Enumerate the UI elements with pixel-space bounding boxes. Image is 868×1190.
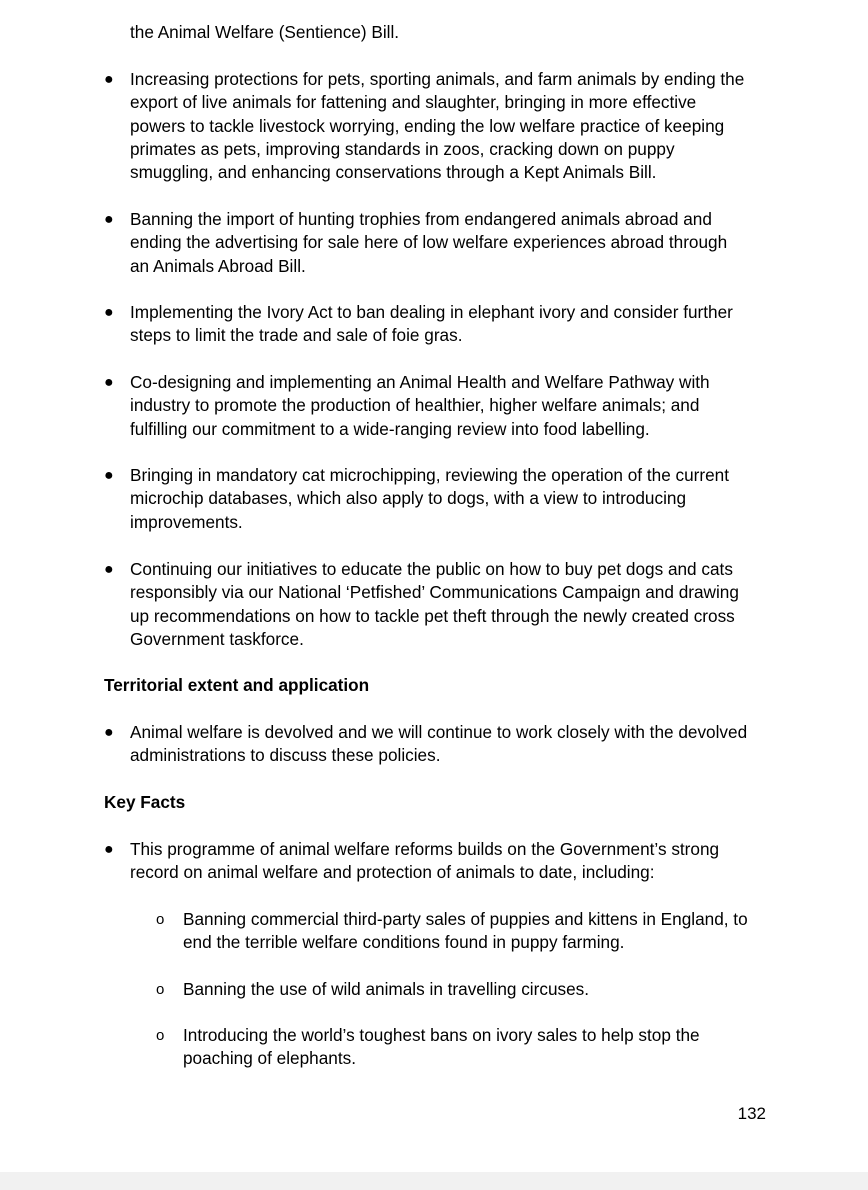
bullet-text-microchipping: Bringing in mandatory cat microchipping, reviewing the operation of the current microchip databases, which also apply to dogs, with a view to introducing improvements.	[130, 465, 730, 532]
bullet-marker: ●	[104, 561, 114, 578]
bullet-marker: ●	[104, 211, 114, 228]
bullet-marker: ●	[104, 304, 114, 321]
page-bottom-edge	[0, 1172, 868, 1190]
bullet-text-hunting-trophies: Banning the import of hunting trophies from endangered animals abroad and ending the advertising for sale here of low welfare experiences abroad through an Animals Abroad Bill.	[130, 209, 728, 276]
bullet-text-petfished: Continuing our initiatives to educate the public on how to buy pet dogs and cats responsibly via our National ‘Petfished’ Communications Campaign and drawing up recommendations on how to tackle pet theft through the newly created cross Government taskforce.	[130, 559, 739, 649]
bullet-text-live-exports: Increasing protections for pets, sporting animals, and farm animals by ending the export of live animals for fattening and slaughter, bringing in more effective powers to tackle livestock worrying, ending the low welfare practice of keeping primates as pets, improving standards in zoos, cracking down on puppy smuggling, and enhancing conservations through a Kept Animals Bill.	[130, 69, 745, 183]
bullet-text-health-pathway: Co-designing and implementing an Animal Health and Welfare Pathway with industry to promote the production of healthier, higher welfare animals; and fulfilling our commitment to a wide-ranging review into food labelling.	[130, 372, 710, 439]
sub-bullet-marker: o	[156, 911, 165, 928]
key-facts-heading: Key Facts	[104, 792, 186, 812]
sub-bullet-text-circuses: Banning the use of wild animals in travelling circuses.	[183, 979, 590, 999]
bullet-marker: ●	[104, 71, 114, 88]
page-number: 132	[737, 1104, 766, 1123]
territorial-bullet-text: Animal welfare is devolved and we will continue to work closely with the devolved administrations to discuss these policies.	[130, 722, 748, 766]
opening-fragment: the Animal Welfare (Sentience) Bill.	[130, 22, 400, 42]
bullet-marker: ●	[104, 374, 114, 391]
sub-bullet-marker: o	[156, 1027, 165, 1044]
bullet-marker: ●	[104, 724, 114, 741]
sub-bullet-text-puppy-sales: Banning commercial third-party sales of puppies and kittens in England, to end the terrible welfare conditions found in puppy farming.	[183, 909, 748, 953]
bullet-marker: ●	[104, 841, 114, 858]
sub-bullet-marker: o	[156, 981, 165, 998]
bullet-text-ivory-act: Implementing the Ivory Act to ban dealing in elephant ivory and consider further steps to limit the trade and sale of foie gras.	[130, 302, 733, 346]
key-facts-bullet-text: This programme of animal welfare reforms builds on the Government’s strong record on animal welfare and protection of animals to date, including:	[130, 839, 720, 883]
sub-bullet-text-ivory-bans: Introducing the world’s toughest bans on ivory sales to help stop the poaching of elephants.	[183, 1025, 700, 1069]
territorial-heading: Territorial extent and application	[104, 675, 370, 695]
bullet-marker: ●	[104, 467, 114, 484]
